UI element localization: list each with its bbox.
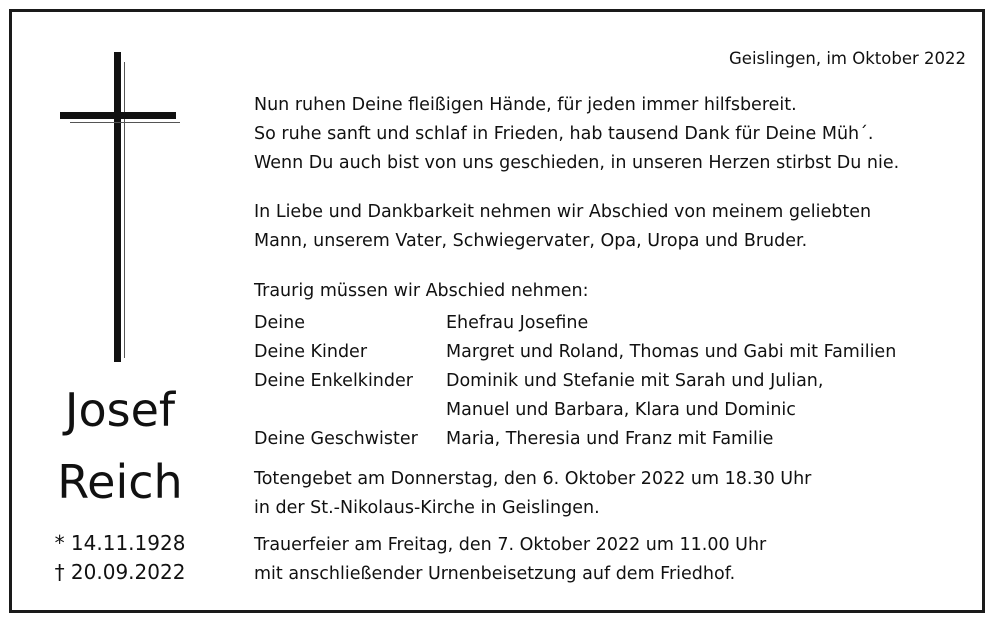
family-role: Deine Geschwister: [254, 429, 418, 449]
prayer-info: [254, 465, 811, 523]
poem-line: Nun ruhen Deine fleißigen Hände, für jeden immer hilfsbereit.: [254, 95, 797, 115]
death-date: † 20.09.2022: [54, 560, 186, 584]
family-names: Dominik und Stefanie mit Sarah und Julian,: [446, 371, 824, 391]
funeral-line: mit anschließender Urnenbeisetzung auf dem Friedhof.: [254, 564, 736, 584]
dedication-line: Mann, unserem Vater, Schwiegervater, Opa, Uropa und Bruder.: [254, 231, 808, 251]
family-role: Deine Kinder: [254, 342, 368, 362]
mourners-intro: Traurig müssen wir Abschied nehmen:: [254, 281, 589, 301]
birth-date: * 14.11.1928: [54, 531, 186, 555]
cross-icon: [56, 52, 182, 362]
funeral-info: [254, 531, 766, 589]
family-names: Margret und Roland, Thomas und Gabi mit Familien: [446, 342, 897, 362]
family-names: Maria, Theresia und Franz mit Familie: [446, 429, 774, 449]
family-role: Deine: [254, 313, 305, 333]
poem-line: Wenn Du auch bist von uns geschieden, in unseren Herzen stirbst Du nie.: [254, 153, 900, 173]
family-names: Manuel und Barbara, Klara und Dominic: [446, 400, 796, 420]
first-name: Josef: [64, 383, 176, 437]
prayer-line: Totengebet am Donnerstag, den 6. Oktober 2022 um 18.30 Uhr: [254, 469, 812, 489]
prayer-line: in der St.-Nikolaus-Kirche in Geislingen.: [254, 498, 600, 518]
dedication: [254, 198, 871, 256]
poem-line: So ruhe sanft und schlaf in Frieden, hab tausend Dank für Deine Müh´.: [254, 124, 874, 144]
dedication-line: In Liebe und Dankbarkeit nehmen wir Abschied von meinem geliebten: [254, 202, 872, 222]
place-date: Geislingen, im Oktober 2022: [729, 49, 966, 68]
family-names: Ehefrau Josefine: [446, 313, 589, 333]
funeral-line: Trauerfeier am Freitag, den 7. Oktober 2022 um 11.00 Uhr: [254, 535, 767, 555]
last-name: Reich: [57, 455, 183, 509]
poem: [254, 91, 899, 178]
family-role: Deine Enkelkinder: [254, 371, 413, 391]
